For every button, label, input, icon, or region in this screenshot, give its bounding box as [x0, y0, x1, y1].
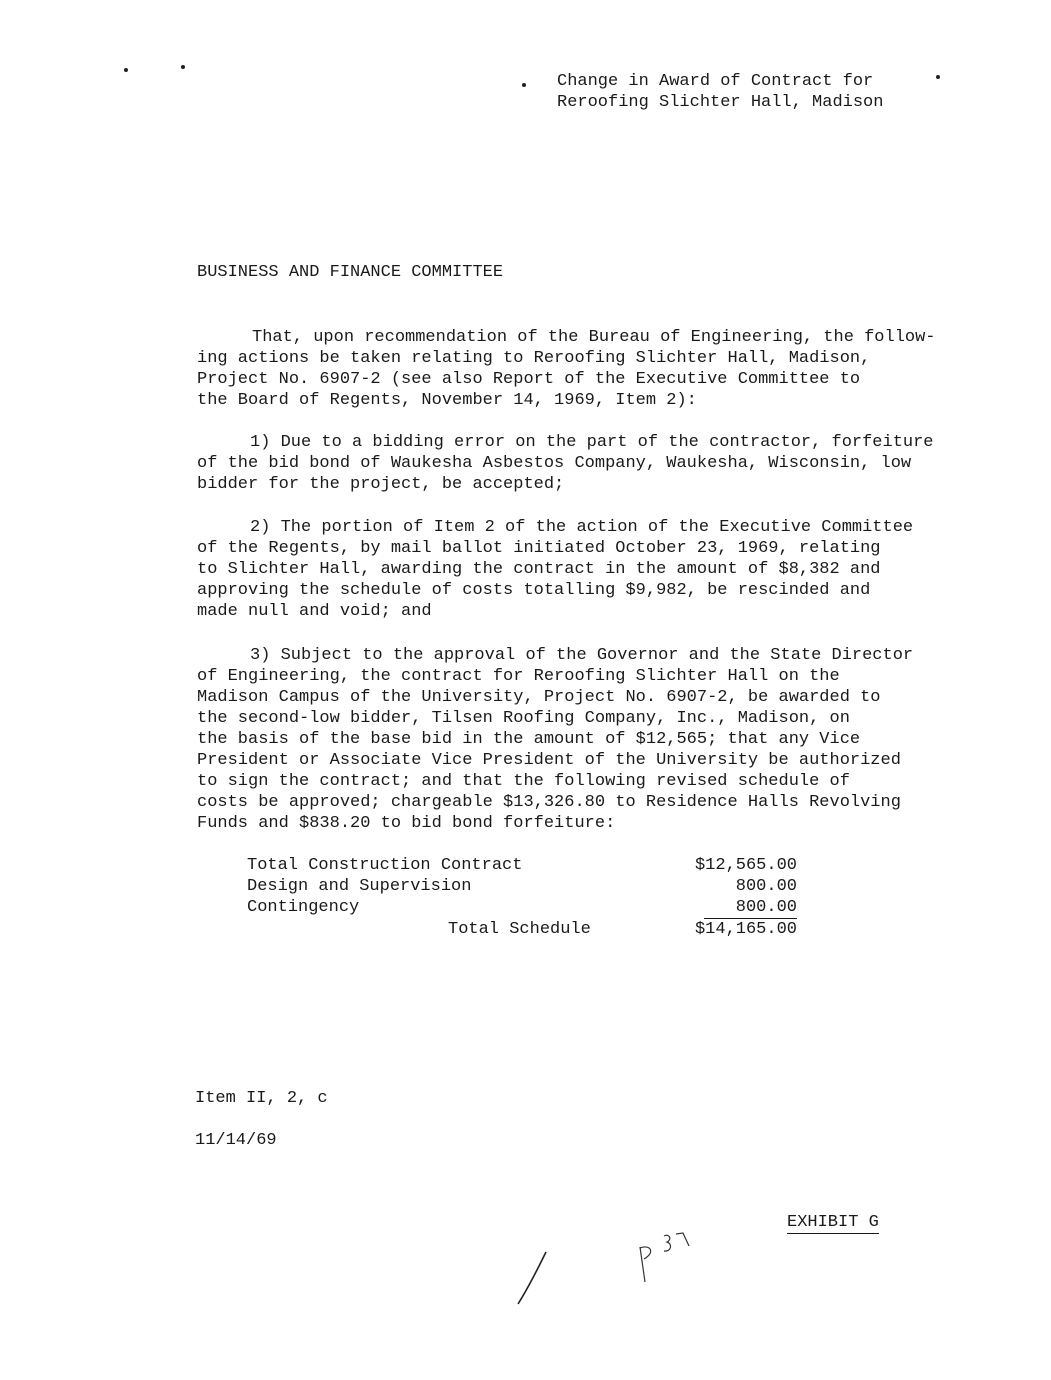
schedule-label: Contingency	[247, 898, 360, 917]
schedule-total-label: Total Schedule	[448, 920, 591, 939]
paragraph-line: Project No. 6907-2 (see also Report of the Executive Committee to	[197, 370, 861, 389]
document-title-line2: Reroofing Slichter Hall, Madison	[557, 93, 884, 112]
committee-heading: BUSINESS AND FINANCE COMMITTEE	[197, 263, 504, 282]
paragraph-line: That, upon recommendation of the Bureau of Engineering, the follow-	[252, 328, 936, 347]
schedule-amount: 800.00	[704, 897, 797, 919]
scan-mark	[936, 75, 940, 79]
paragraph-line: 1) Due to a bidding error on the part of the contractor, forfeiture	[250, 433, 934, 452]
schedule-row	[247, 897, 807, 918]
schedule-row	[247, 876, 807, 897]
paragraph-line: to Slichter Hall, awarding the contract in the amount of $8,382 and	[197, 560, 881, 579]
scan-mark	[124, 68, 128, 72]
paragraph-line: to sign the contract; and that the following revised schedule of	[197, 772, 850, 791]
paragraph-line: the basis of the base bid in the amount of $12,565; that any Vice	[197, 730, 861, 749]
schedule-label: Design and Supervision	[247, 877, 472, 896]
paragraph-line: costs be approved; chargeable $13,326.80 to Residence Halls Revolving	[197, 793, 901, 812]
schedule-amount: 800.00	[735, 877, 797, 896]
paragraph-line: the Board of Regents, November 14, 1969, Item 2):	[197, 391, 697, 410]
schedule-label: Total Construction Contract	[247, 856, 523, 875]
handwritten-p	[640, 1247, 651, 1282]
paragraph-line: Funds and $838.20 to bid bond forfeiture:	[197, 814, 616, 833]
schedule-row	[247, 855, 807, 876]
item-reference: Item II, 2, c	[195, 1089, 328, 1108]
schedule-total-row	[247, 919, 807, 940]
paragraph-line: made null and void; and	[197, 602, 432, 621]
document-title-line1: Change in Award of Contract for	[557, 72, 874, 91]
paragraph-line: of the Regents, by mail ballot initiated October 23, 1969, relating	[197, 539, 881, 558]
paragraph-line: of the bid bond of Waukesha Asbestos Company, Waukesha, Wisconsin, low	[197, 454, 912, 473]
document-date: 11/14/69	[195, 1131, 277, 1150]
paragraph-line: approving the schedule of costs totalling $9,982, be rescinded and	[197, 581, 871, 600]
paragraph-line: 2) The portion of Item 2 of the action of the Executive Committee	[250, 518, 914, 537]
paragraph-line: 3) Subject to the approval of the Governor and the State Director	[250, 646, 914, 665]
exhibit-label: EXHIBIT G	[787, 1213, 879, 1232]
paragraph-line: the second-low bidder, Tilsen Roofing Company, Inc., Madison, on	[197, 709, 850, 728]
handwritten-7	[676, 1233, 689, 1246]
scan-mark	[181, 65, 185, 69]
paragraph-line: of Engineering, the contract for Reroofing Slichter Hall on the	[197, 667, 840, 686]
schedule-amount: $12,565.00	[694, 856, 797, 875]
handwritten-3	[664, 1235, 671, 1251]
paragraph-line: bidder for the project, be accepted;	[197, 475, 565, 494]
schedule-total-amount: $14,165.00	[694, 920, 797, 939]
handwritten-slash	[518, 1252, 546, 1304]
paragraph-line: ing actions be taken relating to Reroofing Slichter Hall, Madison,	[197, 349, 871, 368]
bullet-mark	[522, 83, 526, 87]
paragraph-line: President or Associate Vice President of the University be authorized	[197, 751, 901, 770]
paragraph-line: Madison Campus of the University, Project No. 6907-2, be awarded to	[197, 688, 881, 707]
